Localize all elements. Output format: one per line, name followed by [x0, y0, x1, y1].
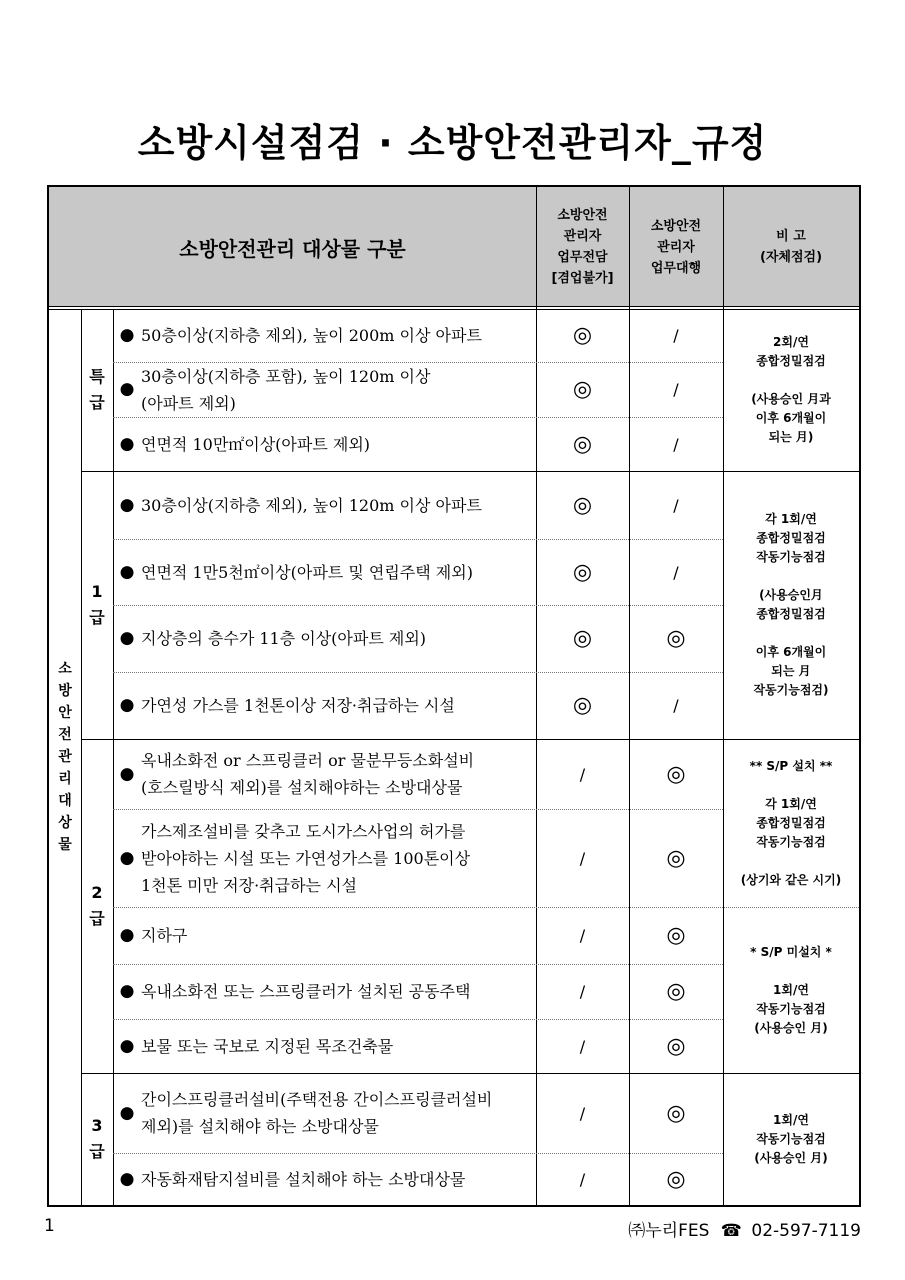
table-row — [113, 907, 536, 964]
bullet-icon: ● — [119, 763, 135, 784]
agency-mark: ◎ — [666, 979, 686, 1004]
note-third: 1회/연 작동기능점검 (사용승인 月) — [754, 1112, 828, 1165]
table-row — [113, 739, 536, 809]
bullet-icon: ● — [119, 628, 135, 648]
bullet-icon: ● — [119, 695, 135, 715]
grade-first: 1 급 — [89, 582, 105, 627]
dedicated-mark: ◎ — [572, 492, 593, 518]
row-text: 자동화재탐지설비를 설치해야 하는 소방대상물 — [141, 1169, 466, 1189]
bullet-icon: ● — [119, 433, 135, 454]
dedicated-mark: ◎ — [572, 431, 593, 457]
grade-third: 3 급 — [89, 1116, 105, 1161]
row-text: 간이스프링클러설비(주택전용 간이스프링클러설비 제외)를 설치해야 하는 소방대상물 — [141, 1090, 493, 1136]
table-row — [113, 1019, 536, 1073]
row-text: 30층이상(지하층 포함), 높이 120m 이상 (아파트 제외) — [141, 366, 431, 413]
company-name: ㈜누리FES — [628, 1221, 710, 1241]
table-row — [113, 417, 536, 471]
dedicated-mark: / — [579, 848, 586, 868]
agency-mark: ◎ — [666, 1033, 686, 1059]
table-row — [113, 309, 536, 362]
dedicated-mark: / — [579, 1103, 586, 1123]
agency-mark: / — [673, 495, 679, 515]
dedicated-mark: / — [579, 764, 586, 784]
header-note: 비 고 (자체점검) — [759, 229, 823, 265]
dedicated-mark: / — [579, 982, 586, 1001]
row-text: 옥내소화전 또는 스프링클러가 설치된 공동주택 — [141, 982, 471, 1001]
phone-icon: ☎ — [720, 1221, 742, 1241]
header-dedicated: 소방안전 관리자 업무전담 [겸업불가] — [551, 208, 614, 286]
row-text: 지하구 — [141, 926, 188, 945]
grade-second: 2 급 — [89, 883, 105, 928]
bullet-icon: ● — [119, 325, 135, 345]
footer-contact — [628, 1216, 861, 1241]
bullet-icon: ● — [119, 847, 135, 868]
dedicated-mark: / — [579, 1169, 586, 1189]
agency-mark: / — [673, 434, 679, 454]
page-title: 소방시설점검 · 소방안전관리자_규정 — [137, 121, 768, 165]
row-text: 보물 또는 국보로 지정된 목조건축물 — [141, 1036, 394, 1056]
agency-mark: ◎ — [666, 1100, 686, 1126]
table-row — [113, 809, 536, 907]
agency-mark: ◎ — [666, 923, 686, 948]
bullet-icon: ● — [119, 494, 135, 515]
page-number: 1 — [44, 1216, 55, 1236]
dedicated-mark: / — [579, 926, 586, 945]
dedicated-mark: ◎ — [572, 693, 593, 718]
fire-safety-table — [47, 185, 861, 1207]
table-row — [113, 605, 536, 672]
table-row — [113, 471, 536, 539]
dedicated-mark: ◎ — [572, 323, 593, 348]
bullet-icon: ● — [119, 925, 135, 945]
row-text: 30층이상(지하층 제외), 높이 120m 이상 아파트 — [141, 495, 482, 515]
agency-mark: ◎ — [666, 626, 686, 651]
agency-mark: ◎ — [666, 845, 686, 871]
bullet-icon: ● — [119, 561, 135, 582]
agency-mark: / — [673, 696, 679, 715]
row-text: 가스제조설비를 갖추고 도시가스사업의 허가를 받아야하는 시설 또는 가연성가스를 100톤이상 1천톤 미만 저장·취급하는 시설 — [141, 821, 471, 895]
agency-mark: / — [673, 562, 679, 582]
table-row — [113, 539, 536, 605]
dedicated-mark: ◎ — [572, 377, 593, 402]
row-text: 50층이상(지하층 제외), 높이 200m 이상 아파트 — [141, 326, 482, 345]
phone-number: 02-597-7119 — [751, 1221, 861, 1241]
agency-mark: ◎ — [666, 761, 686, 787]
row-text: 지상층의 층수가 11층 이상(아파트 제외) — [141, 629, 427, 648]
row-text: 연면적 10만㎡이상(아파트 제외) — [141, 434, 371, 454]
row-text: 가연성 가스를 1천톤이상 저장·취급하는 시설 — [141, 696, 455, 715]
header-agency: 소방안전 관리자 업무대행 — [650, 218, 702, 276]
table-row — [113, 1073, 536, 1153]
note-second-sp: ** S/P 설치 ** 각 1회/연 종합정밀점검 작동기능점검 (상기와 같은 시기) — [740, 758, 842, 887]
bullet-icon: ● — [119, 379, 135, 399]
dedicated-mark: / — [579, 1036, 586, 1056]
header-divider — [49, 306, 859, 307]
agency-mark: / — [673, 326, 679, 345]
table-row — [113, 672, 536, 739]
note-special: 2회/연 종합정밀점검 (사용승인 月과 이후 6개월이 되는 月) — [751, 335, 831, 444]
table-row — [113, 1153, 536, 1205]
note-first: 각 1회/연 종합정밀점검 작동기능점검 (사용승인月 종합정밀점검 이후 6개월이 되는 月 작동기능점검) — [753, 512, 829, 697]
bullet-icon: ● — [119, 1168, 135, 1189]
row-text: 옥내소화전 or 스프링클러 or 물분무등소화설비 (호스릴방식 제외)를 설치해야하는 소방대상물 — [141, 751, 475, 797]
agency-mark: / — [673, 380, 679, 399]
bullet-icon: ● — [119, 1102, 135, 1123]
bullet-icon: ● — [119, 981, 135, 1001]
bullet-icon: ● — [119, 1035, 135, 1056]
note-second-no-sp: * S/P 미설치 * 1회/연 작동기능점검 (사용승인 月) — [750, 944, 832, 1035]
side-label: 소 방 안 전 관 리 대 상 물 — [58, 661, 72, 853]
header-category: 소방안전관리 대상물 구분 — [179, 236, 406, 261]
agency-mark: ◎ — [666, 1166, 686, 1192]
grade-special: 특 급 — [89, 367, 105, 412]
table-row — [113, 362, 536, 417]
row-text: 연면적 1만5천㎡이상(아파트 및 연립주택 제외) — [141, 562, 473, 582]
dedicated-mark: ◎ — [572, 559, 593, 585]
dedicated-mark: ◎ — [572, 626, 593, 651]
table-row — [113, 964, 536, 1019]
